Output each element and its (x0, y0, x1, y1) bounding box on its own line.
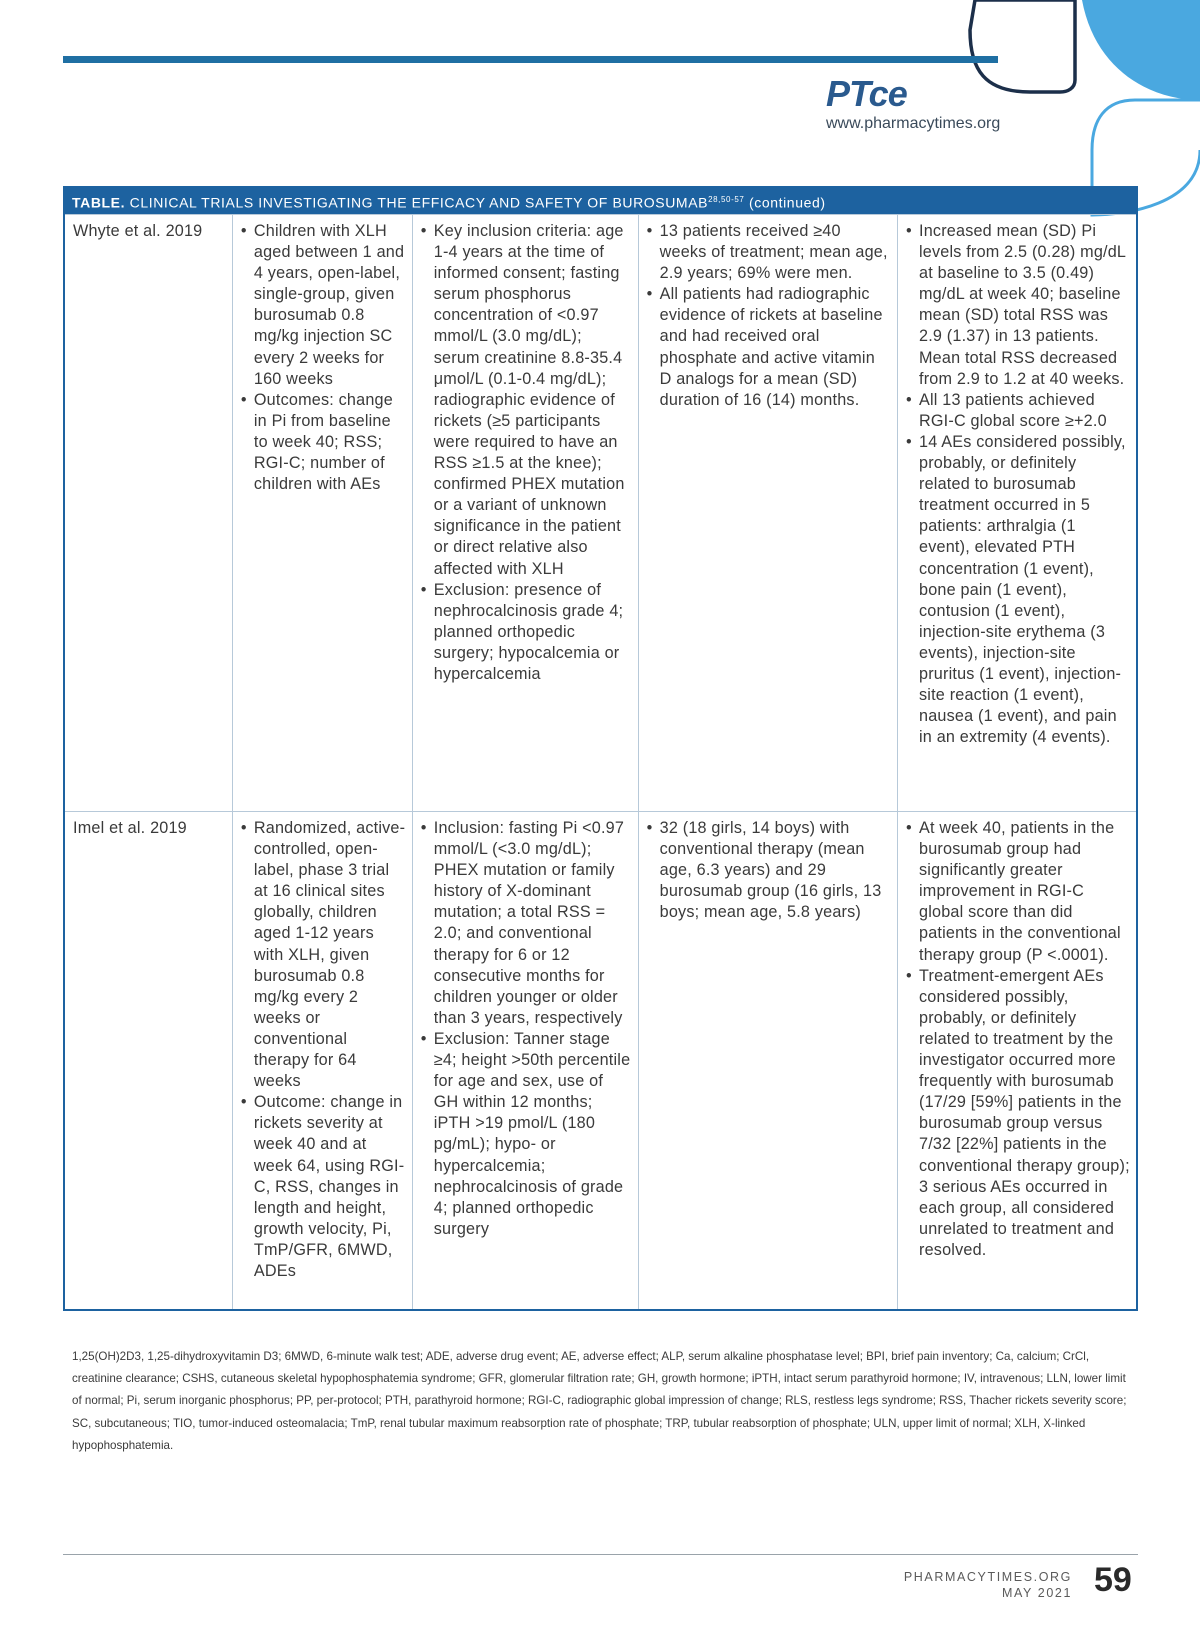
population-cell (638, 215, 897, 812)
design-item: • Children with XLH aged between 1 and 4 years, open-label, single-group, given burosumab 0.8 mg/kg injection SC every 2 weeks for 160 weeks (241, 221, 406, 390)
logo-url[interactable]: www.pharmacytimes.org (826, 115, 1001, 132)
population-item: • 13 patients received ≥40 weeks of treatment; mean age, 2.9 years; 69% were men. (647, 221, 891, 284)
table-row (64, 215, 1137, 812)
criteria-item: • Exclusion: presence of nephrocalcinosis grade 4; planned orthopedic surgery; hypocalcemia or hypercalcemia (421, 580, 632, 685)
results-item: • 14 AEs considered possibly, probably, or definitely related to burosumab treatment occurred in 5 patients: arthralgia (1 event), elevated PTH concentration (1 event), bone pain (1 event), contusion (1 event), injection-site erythema (3 events), injection-site pruritus (1 event), injection-site reaction (1 event), nausea (1 event), and pain in an extremity (4 events). (906, 432, 1130, 748)
footer-rule (63, 1554, 1138, 1555)
results-item: • Increased mean (SD) Pi levels from 2.5 (0.28) mg/dL at baseline to 3.5 (0.49) mg/dL at week 40; baseline mean (SD) total RSS was 2.9 (1.37) in 13 patients. Mean total RSS decreased from 2.9 to 1.2 at 40 weeks. (906, 221, 1130, 390)
criteria-item (421, 221, 632, 580)
design-item: • Randomized, active-controlled, open-label, phase 3 trial at 16 clinical sites globally, children aged 1-12 years with XLH, given burosumab 0.8 mg/kg every 2 weeks or conventional therapy for 64 weeks (241, 818, 406, 1092)
study-cell: Whyte et al. 2019 (64, 215, 232, 812)
table-title-refs: 28,50-57 (708, 195, 745, 204)
criteria-item: • Inclusion: fasting Pi <0.97 mmol/L (<3.0 mg/dL); PHEX mutation or family history of X-dominant mutation; a total RSS = 2.0; and conventional therapy for 6 or 12 consecutive months for children younger or older than 3 years, respectively (421, 818, 632, 1029)
criteria-text: Key inclusion criteria: age 1-4 years at the time of informed consent; fasting serum phosphorus concentration of <0.97 mmol/L (3.0 mg/dL); serum creatinine 8.8-35.4 μmol/L (0.1-0.4 mg/dL); radiographic evidence of rickets (≥5 participants were required to have an RSS ≥1.5 at the knee); confirmed PHEX mutation or a variant of unknown significance in the patient or direct relative also affected with XLH (433, 222, 625, 578)
trials-table (63, 186, 1138, 1311)
design-cell (232, 215, 412, 812)
results-item: • Treatment-emergent AEs considered possibly, probably, or definitely related to treatment by the investigator occurred more frequently with burosumab (17/29 [59%] patients in the burosumab group versus 7/32 [22%] patients in the conventional therapy group); 3 serious AEs occurred in each group, all considered unrelated to treatment and resolved. (906, 966, 1130, 1261)
footer-issue: MAY 2021 (1001, 1586, 1072, 1600)
logo-mark: PTce (826, 73, 907, 114)
design-item: • Outcomes: change in Pi from baseline to week 40; RSS; RGI-C; number of children with AEs (241, 390, 406, 495)
table-title-text: CLINICAL TRIALS INVESTIGATING THE EFFICACY AND SAFETY OF BUROSUMAB (129, 194, 709, 211)
header-rule (63, 56, 998, 63)
design-item: • Outcome: change in rickets severity at week 40 and at week 64, using RGI-C, RSS, changes in length and height, growth velocity, Pi, TmP/GFR, 6MWD, ADEs (241, 1092, 406, 1282)
study-cell: Imel et al. 2019 (64, 812, 232, 1310)
results-item: • At week 40, patients in the burosumab group had significantly greater improvement in RGI-C global score than did patients in the conventional therapy group (P <.0001). (906, 818, 1130, 966)
criteria-cell (412, 215, 638, 812)
table-label: TABLE. (72, 194, 126, 211)
abbreviations-footnote: 1,25(OH)2D3, 1,25-dihydroxyvitamin D3; 6MWD, 6-minute walk test; ADE, adverse drug event; AE, adverse effect; ALP, serum alkaline phosphatase level; BPI, brief pain inventory; Ca, calcium; CrCl, creatinine clearance; CSHS, cutaneous skeletal hypophosphatemia syndrome; GFR, glomerular filtration rate; GH, growth hormone; iPTH, intact serum parathyroid hormone; IV, intravenous; LLN, lower limit of normal; Pi, serum inorganic phosphorus; PP, per-protocol; PTH, parathyroid hormone; RGI-C, radiographic global impression of change; RLS, restless legs syndrome; RSS, Thacher rickets severity score; SC, subcutaneous; TIO, tumor-induced osteomalacia; TmP, renal tubular maximum reabsorption rate of phosphate; TRP, tubular reabsorption of phosphate; ULN, upper limit of normal; XLH, X-linked hypophosphatemia. (72, 1350, 1127, 1452)
page-number: 59 (1094, 1561, 1132, 1599)
footer-site: PHARMACYTIMES.ORG (903, 1570, 1072, 1584)
design-cell (232, 812, 412, 1310)
table-title-suffix: (continued) (748, 194, 826, 211)
footer-publication (904, 1569, 1072, 1601)
results-item: • All 13 patients achieved RGI-C global score ≥+2.0 (906, 390, 1130, 432)
population-item: • 32 (18 girls, 14 boys) with conventional therapy (mean age, 6.3 years) and 29 burosumab group (16 girls, 13 boys; mean age, 5.8 years) (647, 818, 891, 923)
table-row (64, 812, 1137, 1310)
results-cell (898, 812, 1138, 1310)
publisher-logo (826, 74, 1026, 134)
population-item: • All patients had radiographic evidence of rickets at baseline and had received oral phosphate and active vitamin D analogs for a mean (SD) duration of 16 (14) months. (647, 284, 891, 411)
population-cell (638, 812, 897, 1310)
trials-grid (63, 214, 1138, 1311)
criteria-item: • Exclusion: Tanner stage ≥4; height >50th percentile for age and sex, use of GH within 12 months; iPTH >19 pmol/L (180 pg/mL); hypo- or hypercalcemia; nephrocalcinosis of grade 4; planned orthopedic surgery (421, 1029, 632, 1240)
table-title (63, 186, 1138, 214)
criteria-cell (412, 812, 638, 1310)
results-cell (898, 215, 1138, 812)
